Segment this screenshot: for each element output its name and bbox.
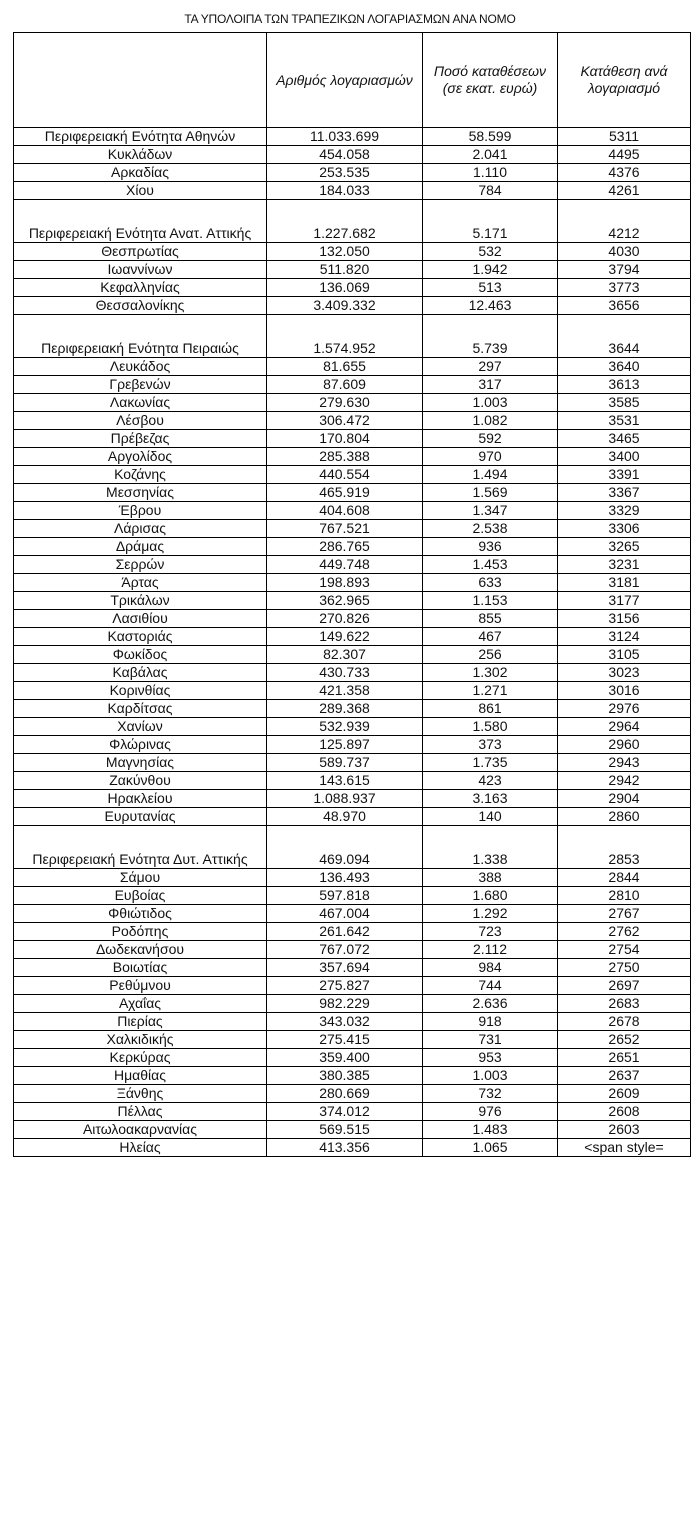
table-row <box>14 200 691 243</box>
table-row <box>14 664 691 682</box>
accounts-cell: 465.919 <box>267 484 423 502</box>
deposits-cell: 1.082 <box>423 412 558 430</box>
per-account-cell: 3400 <box>558 448 691 466</box>
deposits-cell: 388 <box>423 869 558 887</box>
per-account-cell: 4495 <box>558 146 691 164</box>
deposits-cell: 2.041 <box>423 146 558 164</box>
per-account-cell: 2942 <box>558 772 691 790</box>
per-account-cell: 3023 <box>558 664 691 682</box>
per-account-cell: 3794 <box>558 261 691 279</box>
prefecture-cell: Φθιώτιδος <box>14 905 267 923</box>
deposits-cell: 1.065 <box>423 1139 558 1157</box>
per-account-cell: 2651 <box>558 1049 691 1067</box>
prefecture-cell: Ροδόπης <box>14 923 267 941</box>
table-row <box>14 279 691 297</box>
deposits-cell: 731 <box>423 1031 558 1049</box>
per-account-cell: 4030 <box>558 243 691 261</box>
table-row <box>14 826 691 869</box>
table-row <box>14 772 691 790</box>
table-row <box>14 128 691 146</box>
accounts-cell: 82.307 <box>267 646 423 664</box>
table-title: ΤΑ ΥΠΟΛΟΙΠΑ ΤΩΝ ΤΡΑΠΕΖΙΚΩΝ ΛΟΓΑΡΙΑΣΜΩΝ ΑΝΑ ΝΟΜΟ <box>184 12 516 26</box>
prefecture-cell: Περιφερειακή Ενότητα Αθηνών <box>14 128 267 146</box>
deposits-cell: 140 <box>423 808 558 826</box>
deposits-cell: 633 <box>423 574 558 592</box>
deposits-cell: 2.538 <box>423 520 558 538</box>
prefecture-cell: Ευβοίας <box>14 887 267 905</box>
accounts-cell: 1.574.952 <box>267 315 423 358</box>
prefecture-cell: Φωκίδος <box>14 646 267 664</box>
table-row <box>14 923 691 941</box>
prefecture-cell: Μαγνησίας <box>14 754 267 772</box>
per-account-cell: 3773 <box>558 279 691 297</box>
per-account-cell: 2697 <box>558 977 691 995</box>
deposits-cell: 861 <box>423 700 558 718</box>
prefecture-cell: Χίου <box>14 182 267 200</box>
table-row <box>14 484 691 502</box>
table-row <box>14 700 691 718</box>
per-account-cell: 2844 <box>558 869 691 887</box>
prefecture-cell: Άρτας <box>14 574 267 592</box>
deposits-cell: 732 <box>423 1085 558 1103</box>
deposits-cell: 1.680 <box>423 887 558 905</box>
accounts-cell: 3.409.332 <box>267 297 423 315</box>
table-row <box>14 1103 691 1121</box>
per-account-cell: 2964 <box>558 718 691 736</box>
prefecture-cell: Κορινθίας <box>14 682 267 700</box>
per-account-cell: 2853 <box>558 826 691 869</box>
header-prefecture <box>14 33 267 128</box>
prefecture-cell: Κερκύρας <box>14 1049 267 1067</box>
accounts-cell: 532.939 <box>267 718 423 736</box>
per-account-cell: <span style= <box>558 1139 691 1157</box>
prefecture-cell: Ιωαννίνων <box>14 261 267 279</box>
table-row <box>14 520 691 538</box>
per-account-cell: 3156 <box>558 610 691 628</box>
prefecture-cell: Κυκλάδων <box>14 146 267 164</box>
accounts-cell: 467.004 <box>267 905 423 923</box>
deposits-cell: 2.112 <box>423 941 558 959</box>
per-account-cell: 3465 <box>558 430 691 448</box>
per-account-cell: 3640 <box>558 358 691 376</box>
deposits-cell: 5.739 <box>423 315 558 358</box>
deposits-cell: 1.580 <box>423 718 558 736</box>
table-row <box>14 977 691 995</box>
deposits-cell: 1.302 <box>423 664 558 682</box>
prefecture-cell: Καρδίτσας <box>14 700 267 718</box>
per-account-cell: 2750 <box>558 959 691 977</box>
deposits-cell: 2.636 <box>423 995 558 1013</box>
deposits-cell: 467 <box>423 628 558 646</box>
accounts-cell: 143.615 <box>267 772 423 790</box>
accounts-cell: 469.094 <box>267 826 423 869</box>
per-account-cell: 2960 <box>558 736 691 754</box>
accounts-cell: 430.733 <box>267 664 423 682</box>
accounts-cell: 280.669 <box>267 1085 423 1103</box>
table-row <box>14 243 691 261</box>
per-account-cell: 2976 <box>558 700 691 718</box>
prefecture-cell: Ζακύνθου <box>14 772 267 790</box>
per-account-cell: 3613 <box>558 376 691 394</box>
prefecture-cell: Χανίων <box>14 718 267 736</box>
accounts-cell: 362.965 <box>267 592 423 610</box>
deposits-cell: 1.942 <box>423 261 558 279</box>
accounts-cell: 421.358 <box>267 682 423 700</box>
deposits-cell: 1.003 <box>423 394 558 412</box>
per-account-cell: 3124 <box>558 628 691 646</box>
per-account-cell: 3391 <box>558 466 691 484</box>
deposits-cell: 723 <box>423 923 558 941</box>
deposits-cell: 855 <box>423 610 558 628</box>
deposits-cell: 970 <box>423 448 558 466</box>
accounts-cell: 449.748 <box>267 556 423 574</box>
accounts-cell: 132.050 <box>267 243 423 261</box>
deposits-cell: 297 <box>423 358 558 376</box>
accounts-cell: 48.970 <box>267 808 423 826</box>
deposits-cell: 918 <box>423 1013 558 1031</box>
header-accounts: Αριθμός λογαριασμών <box>267 33 423 128</box>
per-account-cell: 3531 <box>558 412 691 430</box>
per-account-cell: 4261 <box>558 182 691 200</box>
accounts-cell: 1.088.937 <box>267 790 423 808</box>
accounts-cell: 11.033.699 <box>267 128 423 146</box>
per-account-cell: 2678 <box>558 1013 691 1031</box>
header-row <box>14 33 691 128</box>
deposits-cell: 1.483 <box>423 1121 558 1139</box>
deposits-cell: 744 <box>423 977 558 995</box>
table-row <box>14 1031 691 1049</box>
prefecture-cell: Ηρακλείου <box>14 790 267 808</box>
deposits-cell: 423 <box>423 772 558 790</box>
table-row <box>14 315 691 358</box>
table-row <box>14 1013 691 1031</box>
table-row <box>14 959 691 977</box>
per-account-cell: 3656 <box>558 297 691 315</box>
prefecture-cell: Ξάνθης <box>14 1085 267 1103</box>
deposits-cell: 1.494 <box>423 466 558 484</box>
per-account-cell: 2603 <box>558 1121 691 1139</box>
prefecture-cell: Ηλείας <box>14 1139 267 1157</box>
per-account-cell: 2810 <box>558 887 691 905</box>
per-account-cell: 3367 <box>558 484 691 502</box>
table-row <box>14 448 691 466</box>
accounts-cell: 184.033 <box>267 182 423 200</box>
accounts-cell: 275.415 <box>267 1031 423 1049</box>
prefecture-cell: Λευκάδος <box>14 358 267 376</box>
prefecture-cell: Ρεθύμνου <box>14 977 267 995</box>
deposits-cell: 592 <box>423 430 558 448</box>
accounts-cell: 343.032 <box>267 1013 423 1031</box>
prefecture-cell: Λάρισας <box>14 520 267 538</box>
accounts-cell: 569.515 <box>267 1121 423 1139</box>
per-account-cell: 5311 <box>558 128 691 146</box>
per-account-cell: 2637 <box>558 1067 691 1085</box>
table-row <box>14 164 691 182</box>
prefecture-cell: Σάμου <box>14 869 267 887</box>
per-account-cell: 3181 <box>558 574 691 592</box>
deposits-cell: 1.153 <box>423 592 558 610</box>
prefecture-cell: Αχαΐας <box>14 995 267 1013</box>
deposits-cell: 1.271 <box>423 682 558 700</box>
table-row <box>14 430 691 448</box>
accounts-cell: 289.368 <box>267 700 423 718</box>
deposits-cell: 953 <box>423 1049 558 1067</box>
table-body <box>14 128 691 1157</box>
prefecture-cell: Φλώρινας <box>14 736 267 754</box>
prefecture-cell: Ημαθίας <box>14 1067 267 1085</box>
prefecture-cell: Τρικάλων <box>14 592 267 610</box>
table-row <box>14 1049 691 1067</box>
accounts-cell: 149.622 <box>267 628 423 646</box>
accounts-cell: 270.826 <box>267 610 423 628</box>
accounts-cell: 81.655 <box>267 358 423 376</box>
accounts-cell: 279.630 <box>267 394 423 412</box>
table-row <box>14 808 691 826</box>
per-account-cell: 2860 <box>558 808 691 826</box>
prefecture-cell: Λασιθίου <box>14 610 267 628</box>
deposits-cell: 1.347 <box>423 502 558 520</box>
accounts-cell: 597.818 <box>267 887 423 905</box>
deposits-cell: 1.735 <box>423 754 558 772</box>
prefecture-cell: Μεσσηνίας <box>14 484 267 502</box>
deposits-cell: 984 <box>423 959 558 977</box>
accounts-cell: 511.820 <box>267 261 423 279</box>
prefecture-cell: Καστοριάς <box>14 628 267 646</box>
table-row <box>14 538 691 556</box>
accounts-cell: 374.012 <box>267 1103 423 1121</box>
accounts-cell: 136.069 <box>267 279 423 297</box>
per-account-cell: 3644 <box>558 315 691 358</box>
table-row <box>14 556 691 574</box>
prefecture-cell: Γρεβενών <box>14 376 267 394</box>
deposits-cell: 976 <box>423 1103 558 1121</box>
per-account-cell: 2683 <box>558 995 691 1013</box>
deposits-cell: 5.171 <box>423 200 558 243</box>
deposits-cell: 1.292 <box>423 905 558 923</box>
accounts-cell: 767.521 <box>267 520 423 538</box>
accounts-cell: 261.642 <box>267 923 423 941</box>
prefecture-cell: Θεσσαλονίκης <box>14 297 267 315</box>
table-row <box>14 466 691 484</box>
prefecture-cell: Πρέβεζας <box>14 430 267 448</box>
table-row <box>14 682 691 700</box>
table-row <box>14 261 691 279</box>
prefecture-cell: Αργολίδος <box>14 448 267 466</box>
deposits-table <box>13 32 691 1157</box>
table-row <box>14 1085 691 1103</box>
table-row <box>14 358 691 376</box>
table-row <box>14 394 691 412</box>
deposits-cell: 3.163 <box>423 790 558 808</box>
per-account-cell: 3105 <box>558 646 691 664</box>
per-account-cell: 2904 <box>558 790 691 808</box>
deposits-cell: 1.110 <box>423 164 558 182</box>
accounts-cell: 454.058 <box>267 146 423 164</box>
prefecture-cell: Πιερίας <box>14 1013 267 1031</box>
prefecture-cell: Χαλκιδικής <box>14 1031 267 1049</box>
per-account-cell: 3265 <box>558 538 691 556</box>
accounts-cell: 440.554 <box>267 466 423 484</box>
table-row <box>14 412 691 430</box>
per-account-cell: 2754 <box>558 941 691 959</box>
table-row <box>14 376 691 394</box>
per-account-cell: 2608 <box>558 1103 691 1121</box>
accounts-cell: 170.804 <box>267 430 423 448</box>
deposits-cell: 936 <box>423 538 558 556</box>
per-account-cell: 2762 <box>558 923 691 941</box>
per-account-cell: 2943 <box>558 754 691 772</box>
prefecture-cell: Λακωνίας <box>14 394 267 412</box>
accounts-cell: 286.765 <box>267 538 423 556</box>
table-row <box>14 146 691 164</box>
deposits-cell: 12.463 <box>423 297 558 315</box>
deposits-cell: 784 <box>423 182 558 200</box>
accounts-cell: 359.400 <box>267 1049 423 1067</box>
accounts-cell: 306.472 <box>267 412 423 430</box>
table-row <box>14 887 691 905</box>
prefecture-cell: Δωδεκανήσου <box>14 941 267 959</box>
prefecture-cell: Περιφερειακή Ενότητα Ανατ. Αττικής <box>14 200 267 243</box>
per-account-cell: 4376 <box>558 164 691 182</box>
prefecture-cell: Αρκαδίας <box>14 164 267 182</box>
prefecture-cell: Περιφερειακή Ενότητα Δυτ. Αττικής <box>14 826 267 869</box>
accounts-cell: 253.535 <box>267 164 423 182</box>
header-per-account: Κατάθεση ανά λογαριασμό <box>558 33 691 128</box>
accounts-cell: 275.827 <box>267 977 423 995</box>
table-row <box>14 592 691 610</box>
table-row <box>14 941 691 959</box>
per-account-cell: 3177 <box>558 592 691 610</box>
prefecture-cell: Αιτωλοακαρνανίας <box>14 1121 267 1139</box>
per-account-cell: 2652 <box>558 1031 691 1049</box>
prefecture-cell: Κοζάνης <box>14 466 267 484</box>
deposits-cell: 1.453 <box>423 556 558 574</box>
prefecture-cell: Δράμας <box>14 538 267 556</box>
table-row <box>14 754 691 772</box>
accounts-cell: 380.385 <box>267 1067 423 1085</box>
table-row <box>14 995 691 1013</box>
prefecture-cell: Σερρών <box>14 556 267 574</box>
accounts-cell: 136.493 <box>267 869 423 887</box>
table-row <box>14 1139 691 1157</box>
deposits-cell: 1.569 <box>423 484 558 502</box>
header-deposits: Ποσό καταθέσεων (σε εκατ. ευρώ) <box>423 33 558 128</box>
deposits-cell: 513 <box>423 279 558 297</box>
accounts-cell: 982.229 <box>267 995 423 1013</box>
accounts-cell: 87.609 <box>267 376 423 394</box>
per-account-cell: 3329 <box>558 502 691 520</box>
prefecture-cell: Ευρυτανίας <box>14 808 267 826</box>
table-row <box>14 1067 691 1085</box>
table-row <box>14 1121 691 1139</box>
accounts-cell: 125.897 <box>267 736 423 754</box>
deposits-cell: 373 <box>423 736 558 754</box>
deposits-cell: 58.599 <box>423 128 558 146</box>
prefecture-cell: Έβρου <box>14 502 267 520</box>
deposits-cell: 256 <box>423 646 558 664</box>
accounts-cell: 285.388 <box>267 448 423 466</box>
prefecture-cell: Καβάλας <box>14 664 267 682</box>
prefecture-cell: Βοιωτίας <box>14 959 267 977</box>
per-account-cell: 2609 <box>558 1085 691 1103</box>
per-account-cell: 4212 <box>558 200 691 243</box>
prefecture-cell: Περιφερειακή Ενότητα Πειραιώς <box>14 315 267 358</box>
prefecture-cell: Θεσπρωτίας <box>14 243 267 261</box>
per-account-cell: 3231 <box>558 556 691 574</box>
deposits-cell: 532 <box>423 243 558 261</box>
table-row <box>14 182 691 200</box>
table-row <box>14 905 691 923</box>
accounts-cell: 767.072 <box>267 941 423 959</box>
deposits-cell: 1.003 <box>423 1067 558 1085</box>
accounts-cell: 404.608 <box>267 502 423 520</box>
table-row <box>14 297 691 315</box>
table-row <box>14 502 691 520</box>
table-row <box>14 736 691 754</box>
prefecture-cell: Κεφαλληνίας <box>14 279 267 297</box>
deposits-cell: 1.338 <box>423 826 558 869</box>
table-row <box>14 869 691 887</box>
prefecture-cell: Πέλλας <box>14 1103 267 1121</box>
table-row <box>14 646 691 664</box>
deposits-cell: 317 <box>423 376 558 394</box>
per-account-cell: 2767 <box>558 905 691 923</box>
per-account-cell: 3585 <box>558 394 691 412</box>
accounts-cell: 413.356 <box>267 1139 423 1157</box>
table-row <box>14 790 691 808</box>
prefecture-cell: Λέσβου <box>14 412 267 430</box>
table-row <box>14 610 691 628</box>
table-row <box>14 628 691 646</box>
accounts-cell: 1.227.682 <box>267 200 423 243</box>
accounts-cell: 357.694 <box>267 959 423 977</box>
accounts-cell: 589.737 <box>267 754 423 772</box>
per-account-cell: 3306 <box>558 520 691 538</box>
per-account-cell: 3016 <box>558 682 691 700</box>
accounts-cell: 198.893 <box>267 574 423 592</box>
table-row <box>14 574 691 592</box>
table-row <box>14 718 691 736</box>
